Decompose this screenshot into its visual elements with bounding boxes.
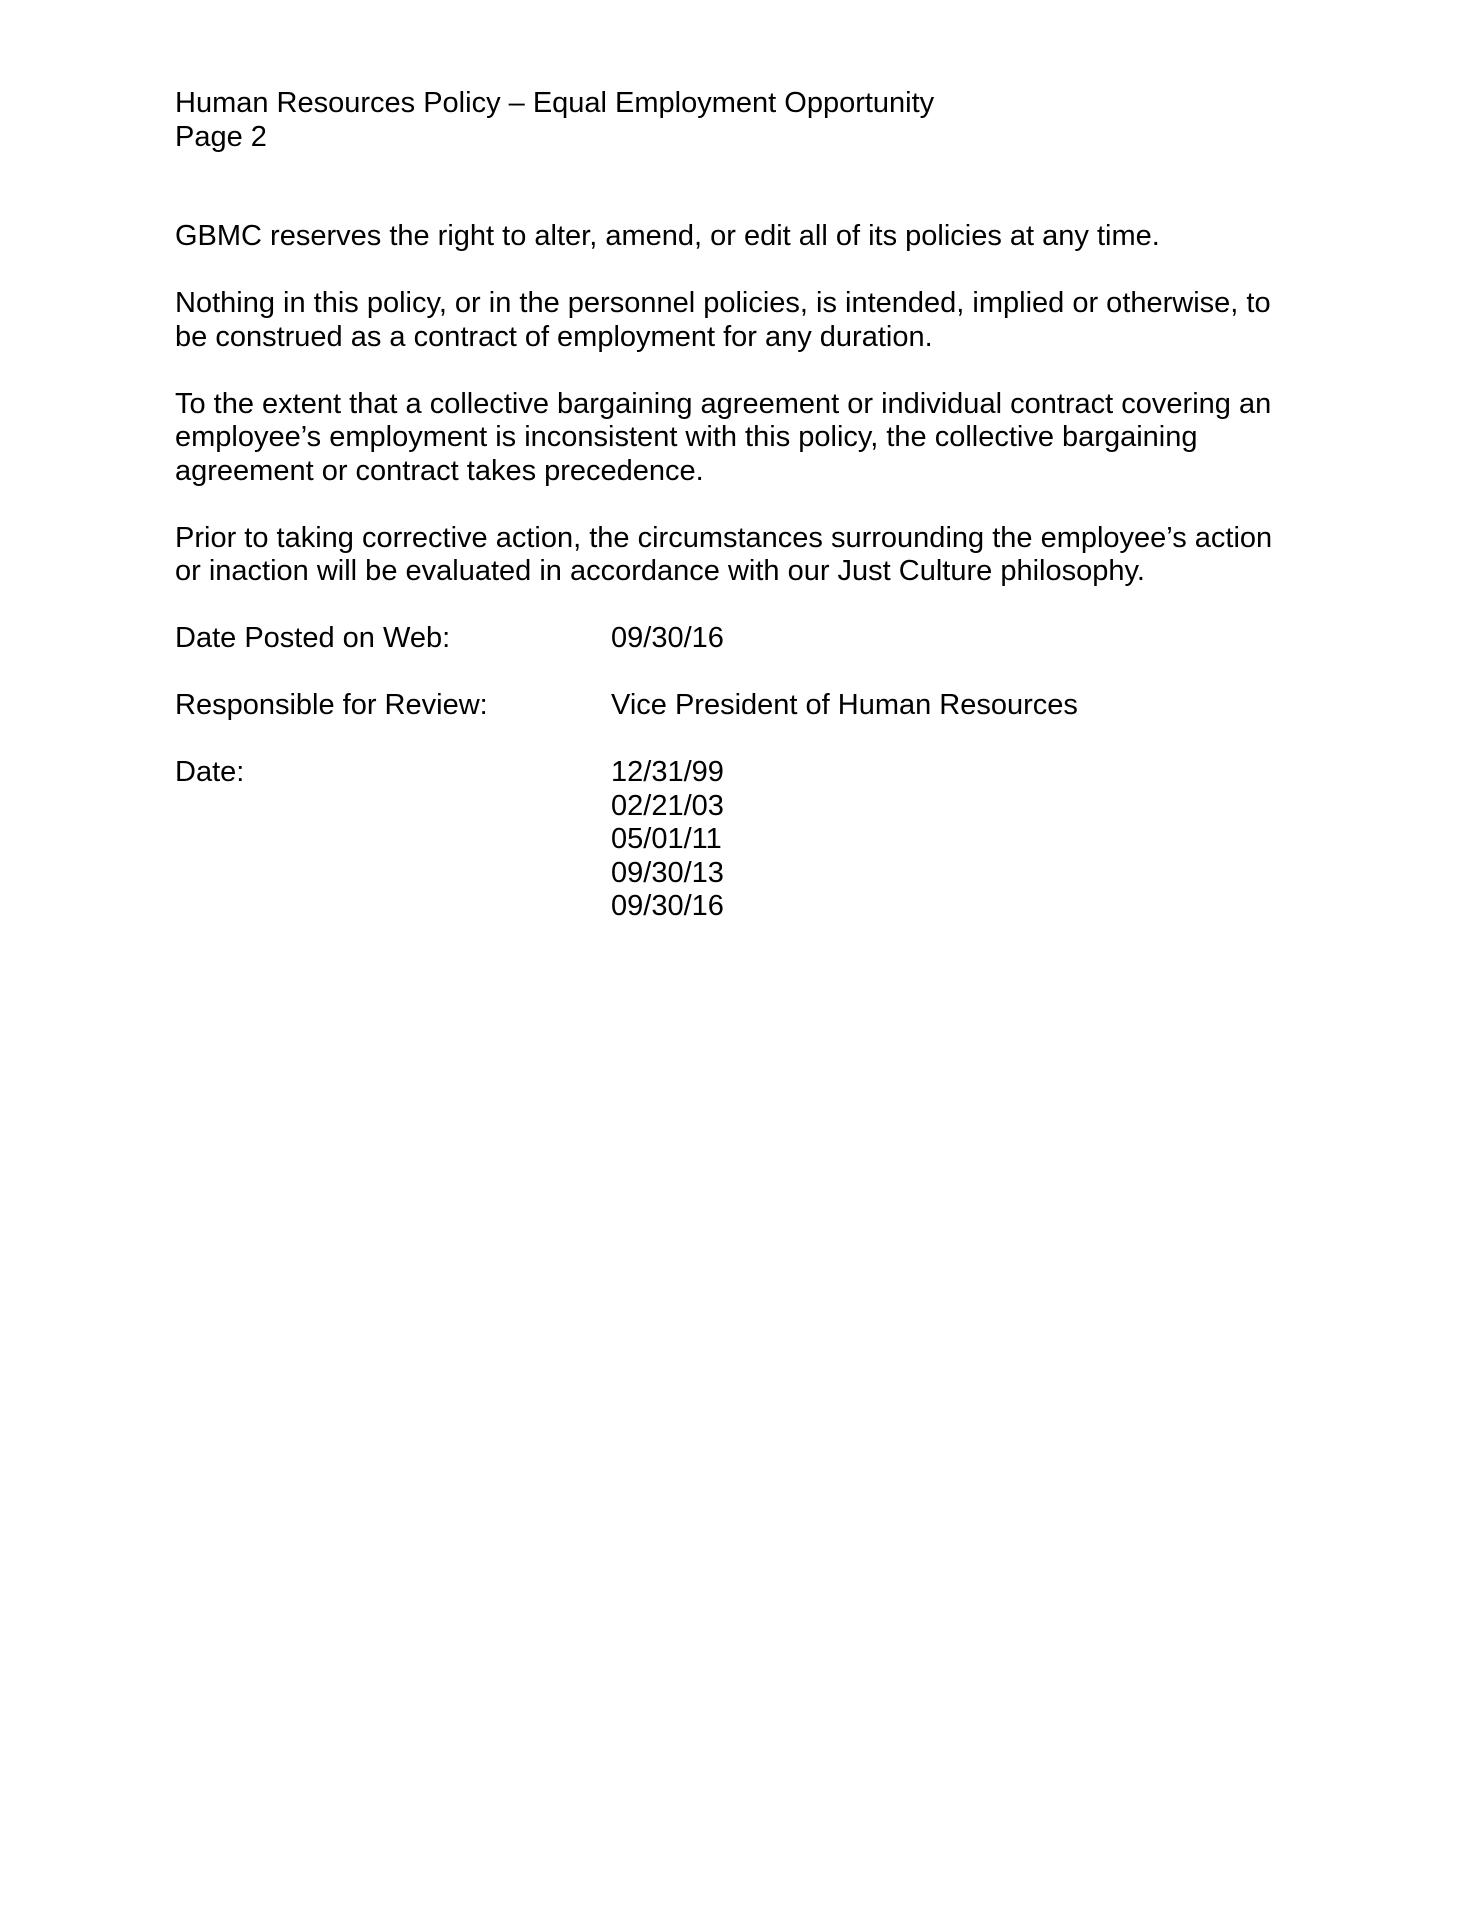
date-posted-label: Date Posted on Web: <box>175 622 451 654</box>
revision-date: 05/01/11 <box>611 823 722 855</box>
revision-date: 09/30/13 <box>611 856 724 889</box>
policy-paragraph-2: Nothing in this policy, or in the personnel policies, is intended, implied or otherwise, to be construed as a contract of employment for any duration. <box>175 287 1271 353</box>
dates-label: Date: <box>175 756 245 788</box>
policy-paragraph-3: To the extent that a collective bargaining agreement or individual contract covering an employee’s employment is inconsistent with this policy, the collective bargaining agreement or contract takes precedence. <box>175 387 1272 487</box>
revision-date: 02/21/03 <box>611 789 724 822</box>
page-number: Page 2 <box>175 120 267 153</box>
date-posted-value: 09/30/16 <box>611 622 724 654</box>
responsible-value: Vice President of Human Resources <box>611 689 1078 721</box>
revision-date: 12/31/99 <box>611 756 724 788</box>
responsible-row <box>175 689 1325 723</box>
row-spacer <box>175 656 1325 690</box>
document-title: Human Resources Policy – Equal Employment Opportunity <box>175 87 935 119</box>
paragraph-spacer <box>175 488 1325 522</box>
paragraph-spacer <box>175 354 1325 388</box>
dates-list <box>611 756 724 924</box>
header-spacer <box>175 154 1325 220</box>
date-posted-row <box>175 622 1325 656</box>
dates-row <box>175 756 1325 924</box>
paragraph-spacer <box>175 254 1325 288</box>
paragraph-spacer <box>175 589 1325 623</box>
responsible-label: Responsible for Review: <box>175 689 488 721</box>
page-content <box>175 87 1325 924</box>
revision-date: 09/30/16 <box>611 890 724 922</box>
row-spacer <box>175 723 1325 757</box>
policy-paragraph-4: Prior to taking corrective action, the circumstances surrounding the employee’s action or inaction will be evaluated in accordance with our Just Culture philosophy. <box>175 521 1273 587</box>
policy-paragraph-1: GBMC reserves the right to alter, amend, or edit all of its policies at any time. <box>175 220 1160 252</box>
